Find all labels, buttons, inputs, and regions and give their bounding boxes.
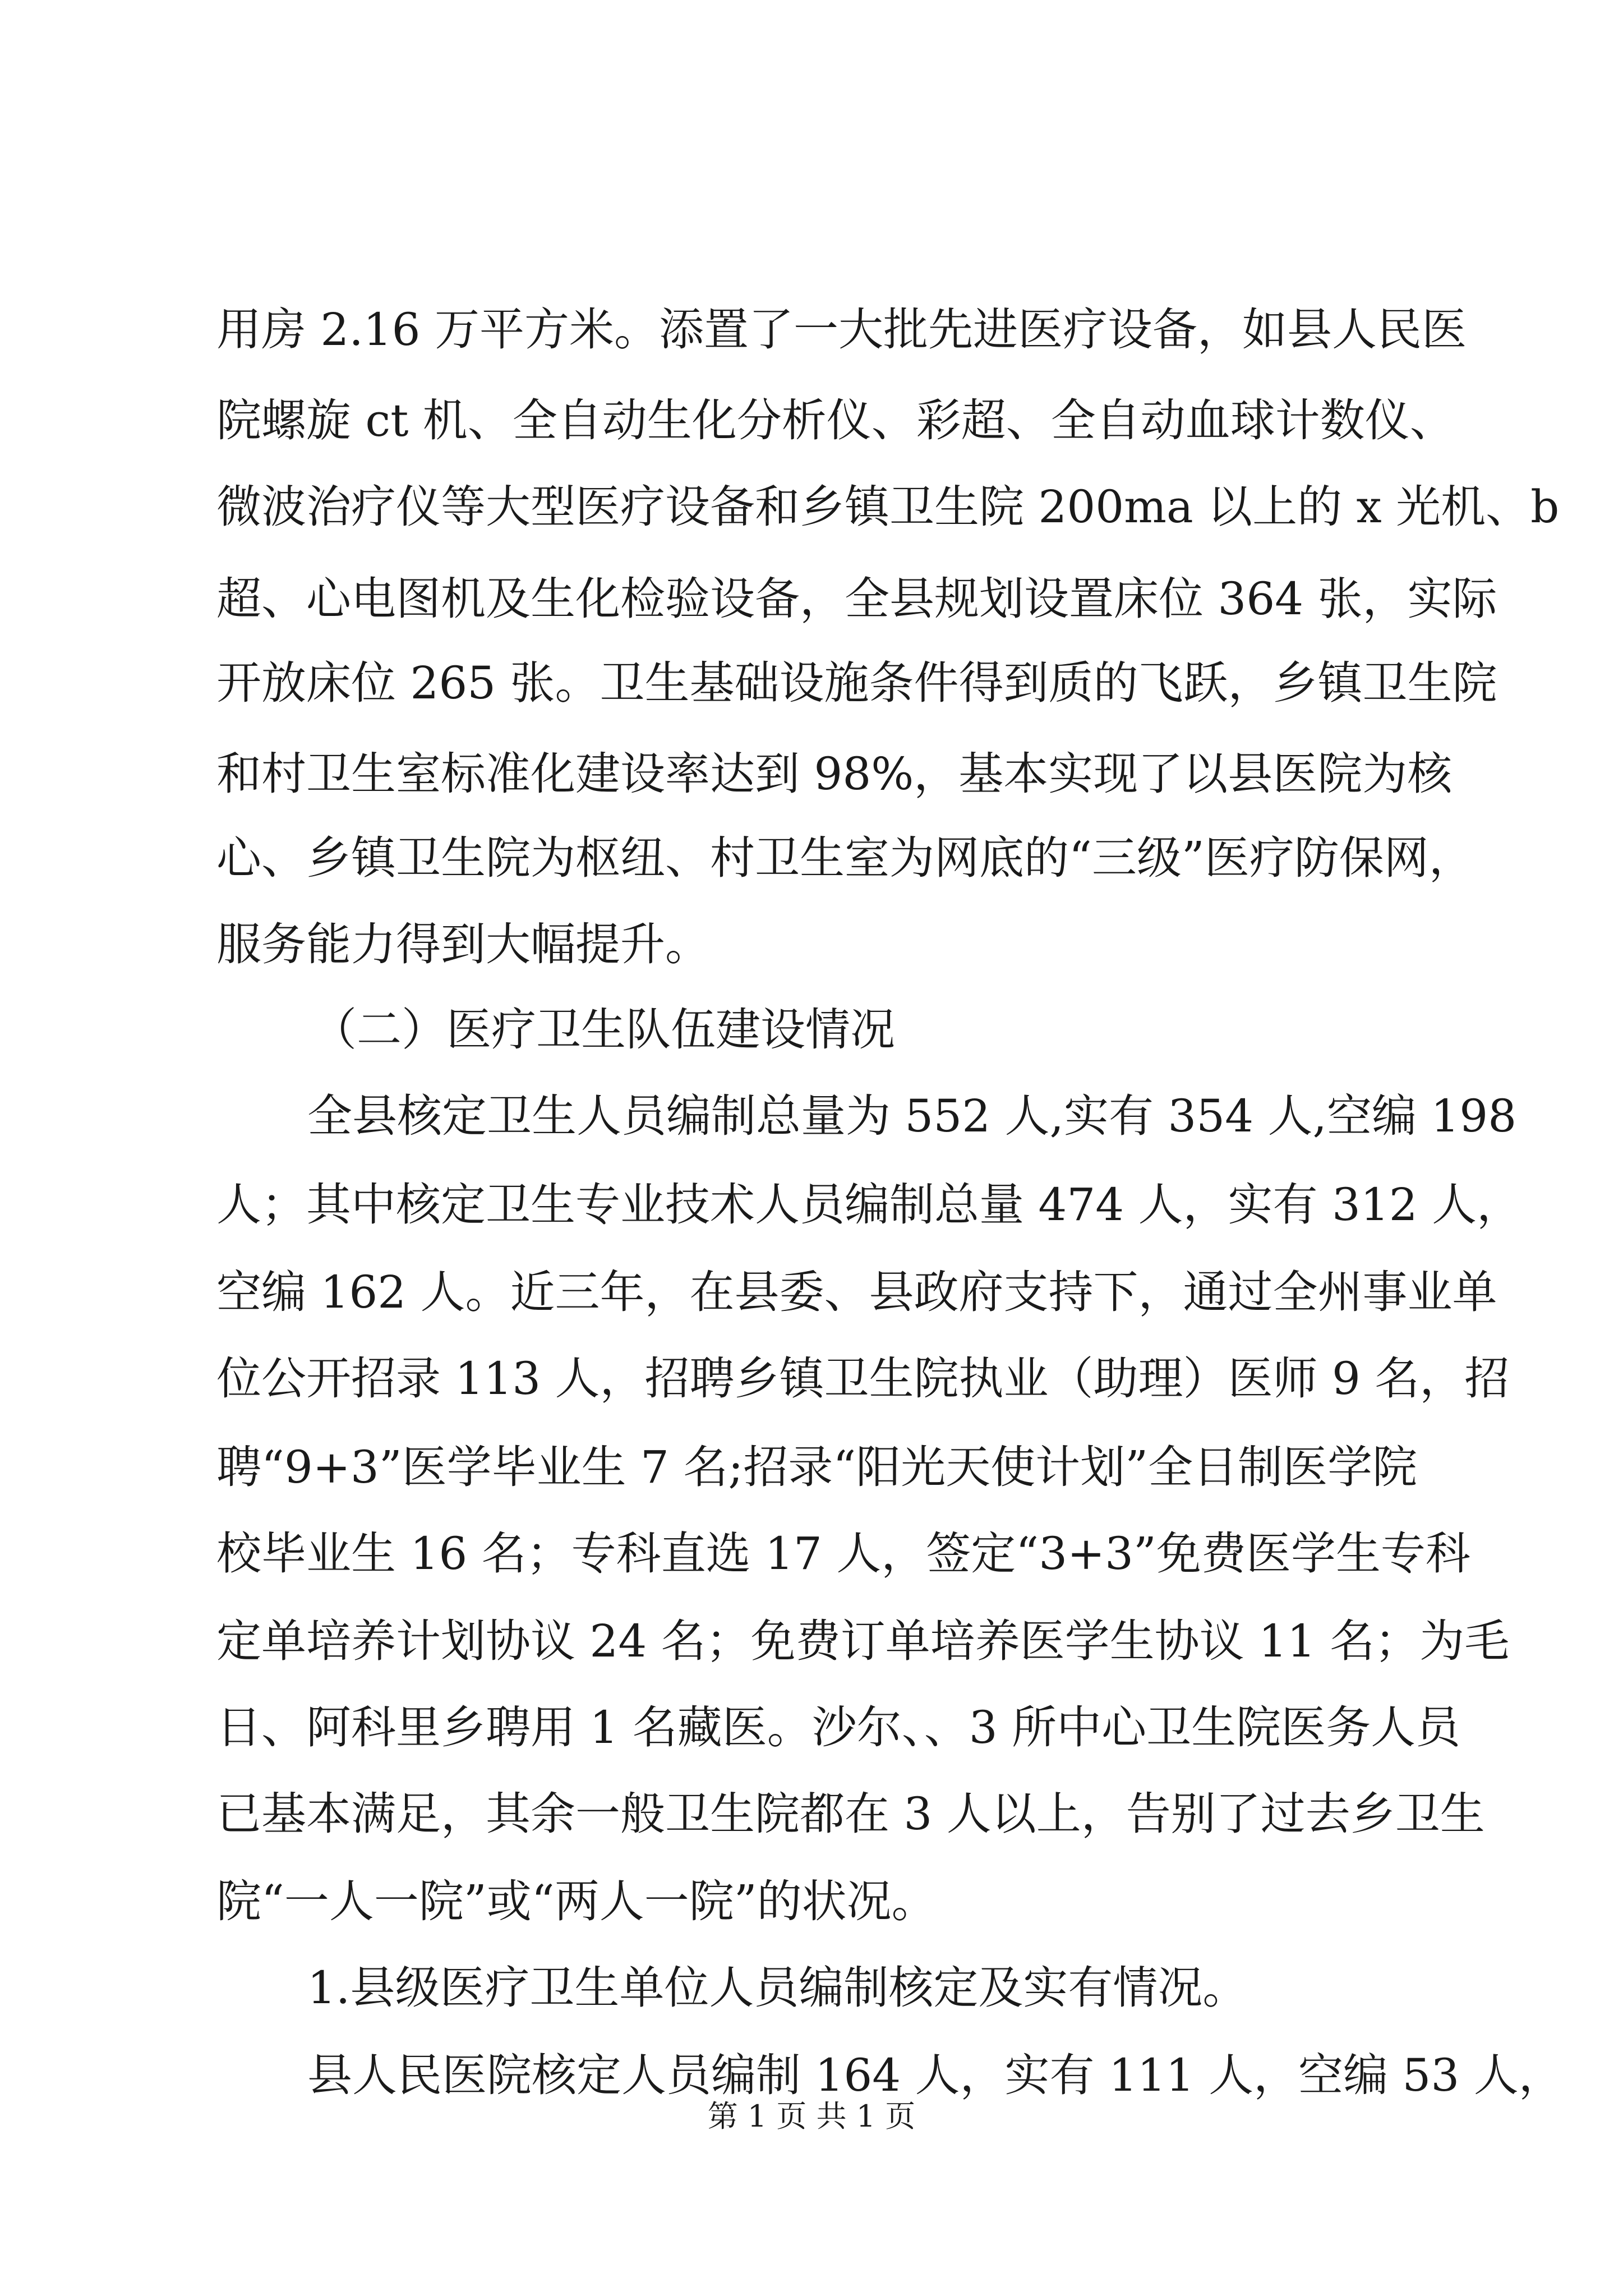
paragraph-line: 位公开招录 113 人，招聘乡镇卫生院执业（助理）医师 9 名，招 <box>216 1352 1510 1405</box>
paragraph-line: 校毕业生 16 名；专科直选 17 人，签定“3+3”免费医学生专科 <box>216 1527 1470 1580</box>
subsection-heading: 1.县级医疗卫生单位人员编制核定及实有情况。 <box>307 1962 1248 2014</box>
paragraph-line: 院“一人一院”或“两人一院”的状况。 <box>216 1875 937 1927</box>
paragraph-line: 聘“9+3”医学毕业生 7 名;招录“阳光天使计划”全日制医学院 <box>216 1441 1418 1493</box>
paragraph-line: 定单培养计划协议 24 名；免费订单培养医学生协议 11 名；为毛 <box>216 1615 1510 1667</box>
paragraph-line: 微波治疗仪等大型医疗设备和乡镇卫生院 200ma 以上的 x 光机、b <box>216 481 1560 533</box>
paragraph-line: 县人民医院核定人员编制 164 人，实有 111 人，空编 53 人， <box>307 2049 1564 2101</box>
paragraph-line: 用房 2.16 万平方米。添置了一大批先进医疗设备，如县人民医 <box>216 303 1467 356</box>
paragraph-line: 开放床位 265 张。卫生基础设施条件得到质的飞跃，乡镇卫生院 <box>216 657 1497 709</box>
paragraph-line: 院螺旋 ct 机、全自动生化分析仪、彩超、全自动血球计数仪、 <box>216 394 1455 447</box>
page-footer: 第 1 页 共 1 页 <box>707 2099 916 2134</box>
paragraph-line: 心、乡镇卫生院为枢纽、村卫生室为网底的“三级”医疗防保网， <box>216 832 1474 884</box>
paragraph-line: 空编 162 人。近三年，在县委、县政府支持下，通过全州事业单 <box>216 1266 1497 1318</box>
paragraph-line: 日、阿科里乡聘用 1 名藏医。沙尔、、3 所中心卫生院医务人员 <box>216 1701 1461 1754</box>
section-heading: （二）医疗卫生队伍建设情况 <box>312 1004 895 1056</box>
paragraph-line: 超、心电图机及生化检验设备，全县规划设置床位 364 张，实际 <box>216 573 1497 625</box>
paragraph-line: 服务能力得到大幅提升。 <box>216 918 710 970</box>
paragraph-line: 已基本满足，其余一般卫生院都在 3 人以上，告别了过去乡卫生 <box>216 1788 1485 1840</box>
paragraph-line: 和村卫生室标准化建设率达到 98%，基本实现了以县医院为核 <box>216 748 1453 800</box>
paragraph-line: 人；其中核定卫生专业技术人员编制总量 474 人，实有 312 人， <box>216 1179 1522 1231</box>
paragraph-line: 全县核定卫生人员编制总量为 552 人,实有 354 人,空编 198 <box>307 1090 1517 1142</box>
